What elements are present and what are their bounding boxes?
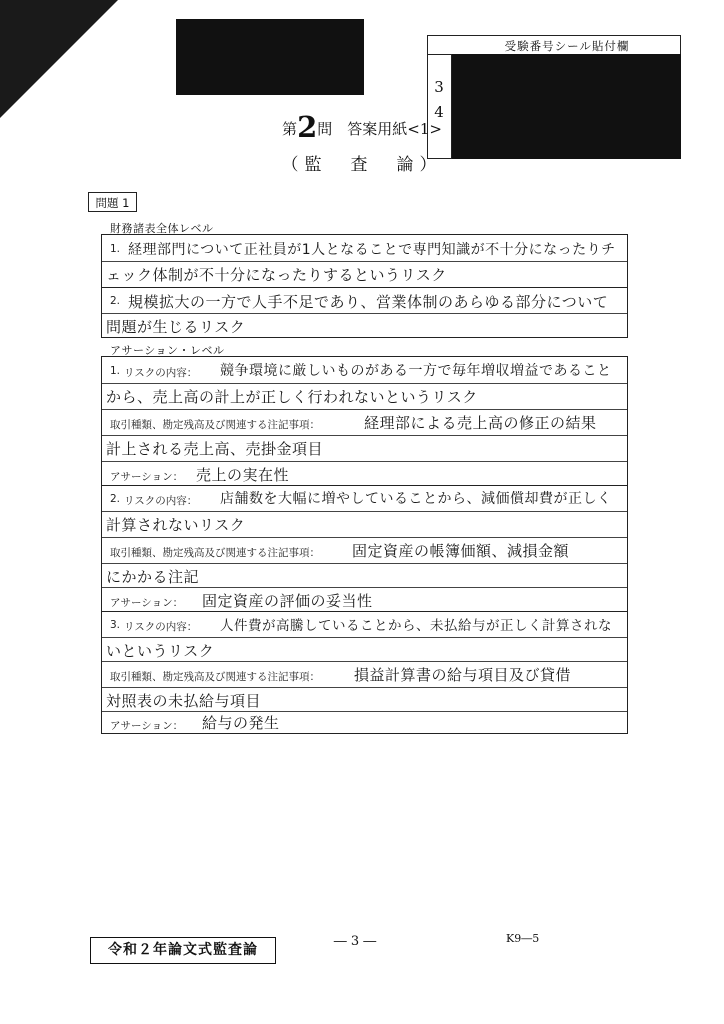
risk-label: リスクの内容： (124, 367, 198, 379)
ruled-line (102, 637, 627, 638)
question-label: 問題 1 (88, 192, 137, 212)
handwritten-answer: 経理部門について正社員が1人となることで専門知識が不十分になったりチ (128, 242, 616, 258)
transaction-label: 取引種類、勘定残高及び関連する注記事項： (110, 547, 320, 559)
handwritten-answer: 対照表の未払給与項目 (106, 692, 262, 710)
handwritten-answer: 売上の実在性 (196, 466, 290, 484)
ruled-line (102, 711, 627, 712)
redaction-block (176, 19, 364, 95)
handwritten-answer: いというリスク (106, 642, 215, 660)
ruled-line (102, 661, 627, 662)
ruled-line (102, 537, 627, 538)
page-number: ― 3 ― (333, 934, 377, 949)
ruled-line (102, 611, 627, 612)
section-label: アサーション・レベル (110, 344, 225, 357)
item-number: 2. (110, 295, 121, 307)
assertion-label: アサーション： (110, 471, 184, 483)
assertion-label: アサーション： (110, 597, 184, 609)
item-number: 1. (110, 365, 121, 377)
ruled-line (102, 511, 627, 512)
item-number: 3. (110, 619, 121, 631)
item-number: 2. (110, 493, 121, 505)
page-title (0, 110, 724, 144)
ruled-line (102, 687, 627, 688)
answer-box-overall (101, 234, 628, 338)
corner-mark (0, 0, 118, 118)
handwritten-answer: 固定資産の評価の妥当性 (202, 592, 373, 610)
handwritten-answer: 給与の発生 (202, 714, 280, 732)
risk-label: リスクの内容： (124, 495, 198, 507)
handwritten-answer: 店舗数を大幅に増やしていることから、減価償却費が正しく (220, 491, 612, 507)
page-subtitle: （監 査 論） (281, 155, 443, 175)
section-label: 財務諸表全体レベル (110, 222, 214, 235)
handwritten-answer: 人件費が高騰していることから、未払給与が正しく計算されな (220, 618, 612, 634)
seal-number: 3 (434, 78, 444, 96)
seal-number: 4 (434, 103, 444, 121)
item-number: 1. (110, 243, 121, 255)
ruled-line (102, 409, 627, 410)
form-code: K9―5 (506, 932, 540, 945)
handwritten-answer: 規模拡大の一方で人手不足であり、営業体制のあらゆる部分について (128, 293, 609, 311)
transaction-label: 取引種類、勘定残高及び関連する注記事項： (110, 671, 320, 683)
ruled-line (102, 383, 627, 384)
handwritten-answer: 問題が生じるリスク (106, 318, 246, 336)
title-suffix: 問 答案用紙<1> (317, 120, 442, 138)
handwritten-answer: 競争環境に厳しいものがある一方で毎年増収増益であること (220, 363, 612, 379)
handwritten-answer: ェック体制が不十分になったりするというリスク (106, 266, 447, 284)
title-prefix: 第 (282, 120, 298, 138)
transaction-label: 取引種類、勘定残高及び関連する注記事項： (110, 419, 320, 431)
ruled-line (102, 313, 627, 314)
handwritten-answer: 計上される売上高、売掛金項目 (106, 440, 324, 458)
handwritten-answer: から、売上高の計上が正しく行われないというリスク (106, 388, 478, 406)
ruled-line (102, 485, 627, 486)
ruled-line (102, 435, 627, 436)
exam-name: 令和２年論文式監査論 (90, 937, 276, 964)
seal-label: 受験番号シール貼付欄 (504, 39, 630, 53)
handwritten-answer: 固定資産の帳簿価額、減損金額 (352, 542, 570, 560)
ruled-line (102, 587, 627, 588)
assertion-label: アサーション： (110, 720, 184, 732)
handwritten-answer: 計算されないリスク (106, 516, 246, 534)
answer-box-assertion (101, 356, 628, 734)
handwritten-answer: にかかる注記 (106, 568, 200, 586)
handwritten-answer: 損益計算書の給与項目及び貸借 (354, 666, 572, 684)
ruled-line (102, 461, 627, 462)
risk-label: リスクの内容： (124, 621, 198, 633)
ruled-line (102, 563, 627, 564)
ruled-line (102, 261, 627, 262)
handwritten-answer: 経理部による売上高の修正の結果 (364, 414, 597, 432)
ruled-line (102, 287, 627, 288)
title-number: 2 (297, 110, 318, 144)
